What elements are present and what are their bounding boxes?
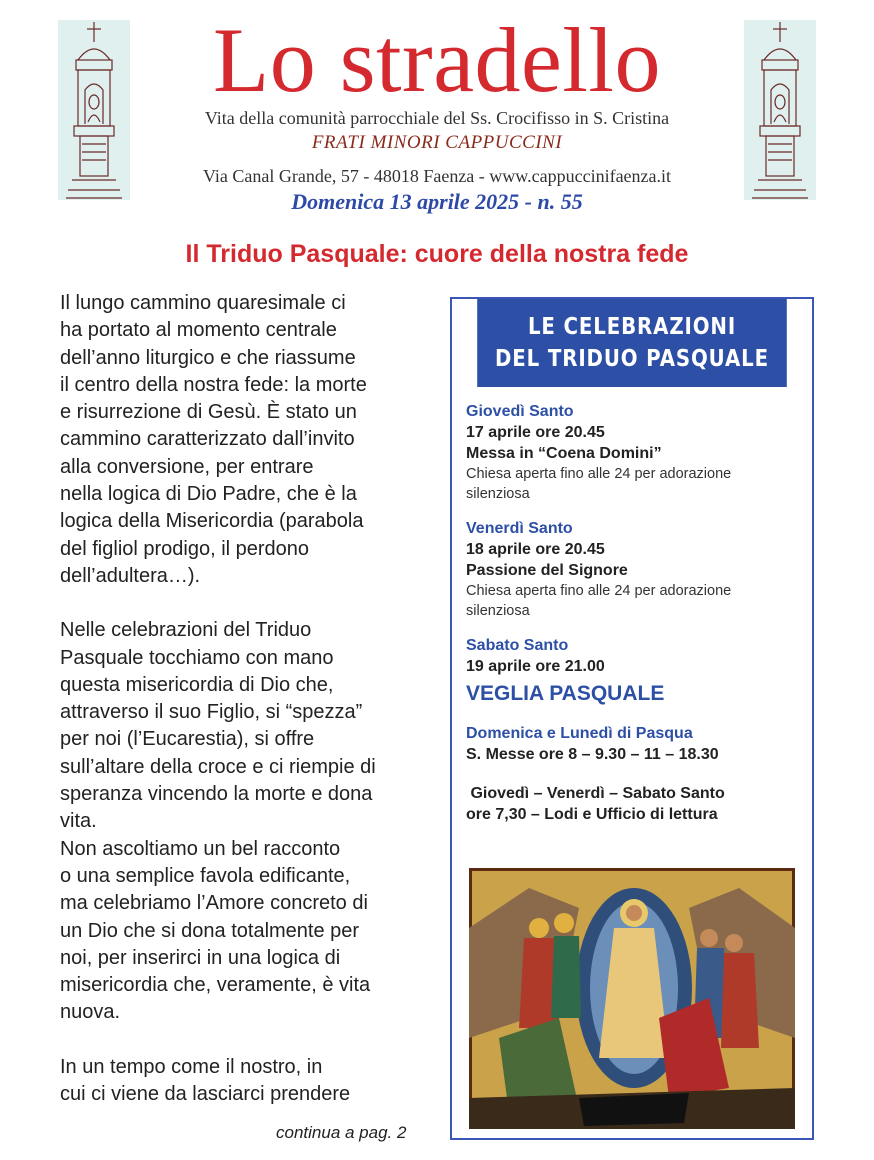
article-body [60,290,430,1108]
article-line: vita. [60,810,97,833]
celebrations-heading-line2: DEL TRIDUO PASQUALE [495,346,769,372]
religious-order: FRATI MINORI CAPPUCCINI [311,132,563,153]
article-line: nella logica di Dio Padre, che è la [60,483,357,506]
paragraph-gap [60,1027,430,1054]
newsletter-subtitle: Vita della comunità parrocchiale del Ss. Crocifisso in S. Cristina [204,108,670,128]
article-line: speranza vincendo la morte e dona [60,783,373,806]
event-thursday [466,401,812,504]
article-line: Il lungo cammino quaresimale ci [60,292,346,314]
event-note: Chiesa aperta fino alle 24 per adorazione [466,583,732,599]
paragraph-gap [60,590,430,617]
celebrations-heading-line1: LE CELEBRAZIONI [527,314,737,340]
article-line: del figliol prodigo, il perdono [60,537,310,560]
event-note: silenziosa [466,603,530,619]
article-line: In un tempo come il nostro, in [60,1055,323,1078]
newsletter-title: Lo stradello [213,9,661,111]
shrine-illustration-left [58,20,130,200]
article-headline: Il Triduo Pasquale: cuore della nostra fede [185,240,689,268]
event-saturday [466,635,812,709]
event-sunday [466,723,812,765]
article-line: Pasquale tocchiamo con mano [60,646,334,669]
event-day: Giovedì Santo [466,403,574,420]
article-line: o una semplice favola edificante, [60,864,351,887]
event-title: Passione del Signore [466,562,628,579]
article-line: Non ascoltiamo un bel racconto [60,837,341,860]
event-day: Domenica e Lunedì di Pasqua [466,725,693,742]
article-line: ha portato al momento centrale [60,319,337,342]
event-time: 17 aprile ore 20.45 [466,424,605,441]
article-line: attraverso il suo Figlio, si “spezza” [60,701,363,724]
event-note: silenziosa [466,486,530,502]
address-line: Via Canal Grande, 57 - 48018 Faenza - www.cappuccinifaenza.it [202,166,672,186]
article-line: e risurrezione di Gesù. È stato un [60,401,357,424]
article-line: ma celebriamo l’Amore concreto di [60,892,368,915]
article-line: nuova. [60,1001,121,1024]
continue-note: continua a pag. 2 [276,1123,407,1142]
article-line: il centro della nostra fede: la morte [60,373,367,396]
event-time: 18 aprile ore 20.45 [466,541,605,558]
event-time: 19 aprile ore 21.00 [466,658,605,675]
article-line: noi, per inserirci in una logica di [60,946,341,969]
issue-date: Domenica 13 aprile 2025 - n. 55 [291,189,583,214]
article-line: dell’anno liturgico e che riassume [60,346,356,369]
morning-prayer-line1: Giovedì – Venerdì – Sabato Santo [466,785,725,802]
article-line: questa misericordia di Dio che, [60,673,334,696]
masthead [130,0,744,215]
celebrations-heading [477,299,787,387]
event-friday [466,518,812,621]
article-line: logica della Misericordia (parabola [60,510,364,533]
event-day: Sabato Santo [466,637,569,654]
event-day: Venerdì Santo [466,520,573,537]
article-line: un Dio che si dona totalmente per [60,919,360,942]
morning-prayer-line2: ore 7,30 – Lodi e Ufficio di lettura [466,806,718,823]
article-line: sull’altare della croce e ci riempie di [60,755,376,778]
article-line: Nelle celebrazioni del Triduo [60,619,312,642]
shrine-illustration-right [744,20,816,200]
event-title-vigil: VEGLIA PASQUALE [466,682,665,705]
event-title: Messa in “Coena Domini” [466,445,662,462]
event-time: S. Messe ore 8 – 9.30 – 11 – 18.30 [466,746,719,763]
morning-prayer-note [466,783,812,825]
celebrations-list [452,387,812,825]
article-line: alla conversione, per entrare [60,455,314,478]
article-line: dell’adultera…). [60,564,201,587]
article-line: cui ci viene da lasciarci prendere [60,1083,351,1106]
resurrection-icon-image [469,868,795,1129]
article-line: cammino caratterizzato dall’invito [60,428,355,451]
article-line: per noi (l’Eucarestia), si offre [60,728,315,751]
article-line: misericordia che, veramente, è vita [60,974,371,997]
event-note: Chiesa aperta fino alle 24 per adorazione [466,466,732,482]
